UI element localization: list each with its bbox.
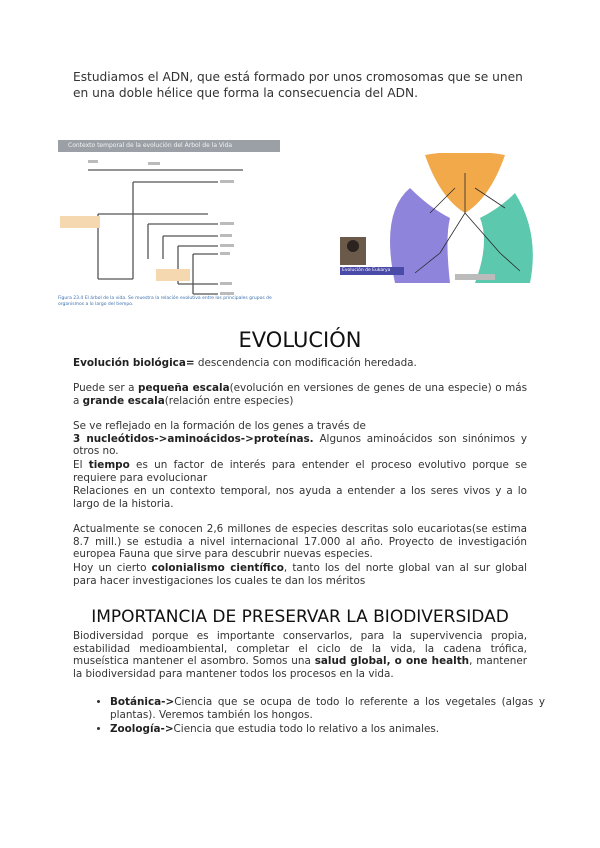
ciencias-list — [92, 696, 545, 738]
figure-header: Contexto temporal de la evolución del Árbol de la Vida — [58, 140, 280, 152]
evolucion-paragraph-6: Actualmente se conocen 2,6 millones de especies descritas solo eucariotas(se estima 8.7 mill.) se estudia a nivel internacional 17.000 al año. Proyecto de investigación europea Fauna que sirve para descubrir nuevas especies. — [73, 523, 527, 561]
list-item-zoologia: • Zoología->Ciencia que estudia todo lo relativo a los animales. — [110, 723, 545, 736]
eukarya-evolution-figure — [340, 153, 540, 288]
evolucion-paragraph-4: El tiempo es un factor de interés para entender el proceso evolutivo porque se requiere para evolucionar — [73, 459, 527, 484]
list-item-botanica: • Botánica->Ciencia que se ocupa de todo lo referente a los vegetales (algas y plantas). Veremos también los hongos. — [110, 696, 545, 721]
eukarya-badge: Evolución de Eukarya — [340, 267, 404, 275]
biodiversidad-paragraph: Biodiversidad porque es importante conservarlos, para la supervivencia propia, estabilidad medioambiental, completar el ciclo de la vida, la cadena trófica, museística mantener el asombro. Somos una salud global, o one health, mantener la biodiversidad para mantener todos los procesos en la vida. — [73, 630, 528, 680]
evolucion-paragraph-5: Relaciones en un contexto temporal, nos ayuda a entender a los seres vivos y a lo largo de la historia. — [73, 485, 527, 510]
evolucion-heading: EVOLUCIÓN — [238, 328, 362, 352]
phylogenetic-tree-diagram — [58, 154, 280, 304]
evolucion-paragraph-2: Puede ser a pequeña escala(evolución en versiones de genes de una especie) o más a grande escala(relación entre especies) — [73, 382, 527, 407]
evolucion-paragraph-7: Hoy un cierto colonialismo científico, tanto los del norte global van al sur global para hacer investigaciones los cuales te dan los méritos — [73, 562, 527, 587]
biodiversidad-heading: IMPORTANCIA DE PRESERVAR LA BIODIVERSIDAD — [91, 607, 509, 627]
evolucion-paragraph-1: Evolución biológica= descendencia con modificación heredada. — [73, 357, 417, 369]
evolucion-paragraph-3: Se ve reflejado en la formación de los genes a través de 3 nucleótidos->aminoácidos->proteínas. Algunos aminoácidos son sinónimos y otros no. — [73, 420, 528, 458]
figure-caption: Figura 23.4 El árbol de la vida. Se muestra la relación evolutiva entre los principales grupos de organismos a lo largo del tiempo. — [58, 296, 272, 307]
intro-paragraph: Estudiamos el ADN, que está formado por unos cromosomas que se unen en una doble hélice que forma la consecuencia del ADN. — [73, 70, 523, 100]
tree-of-life-figure — [58, 140, 280, 312]
